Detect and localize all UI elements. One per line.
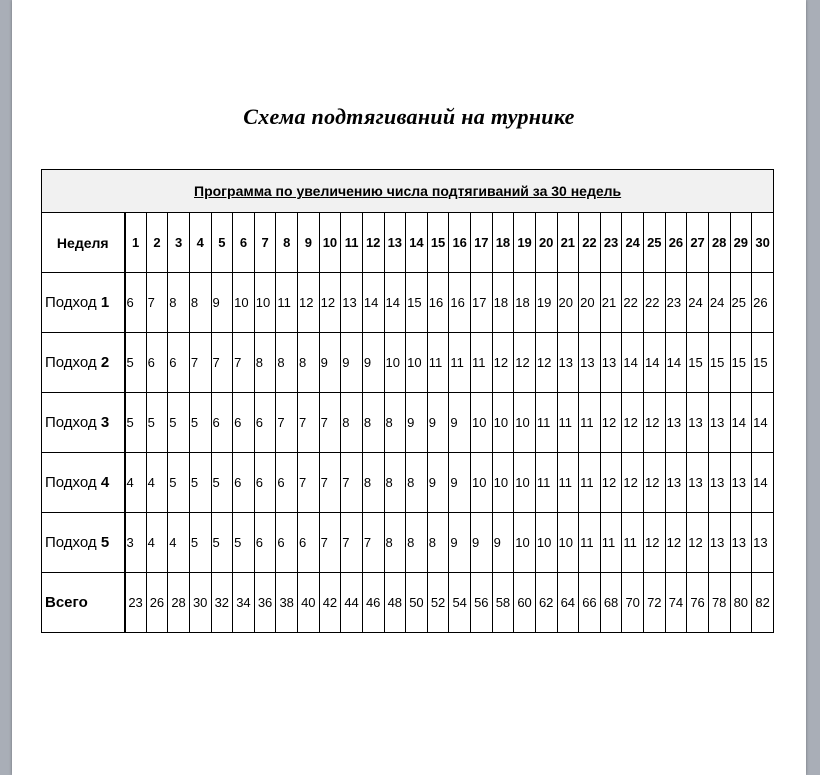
week-number-cell: 15 — [427, 213, 449, 273]
set-value-cell: 7 — [298, 453, 320, 513]
set-value-cell: 10 — [514, 513, 536, 573]
set-value-cell: 11 — [557, 393, 579, 453]
set-label-number: 4 — [100, 474, 110, 491]
table-caption-cell — [42, 170, 774, 213]
week-number-cell: 4 — [189, 213, 211, 273]
set-value-cell: 9 — [471, 513, 493, 573]
set-value-cell: 6 — [168, 333, 190, 393]
set-value-cell: 7 — [341, 453, 363, 513]
set-label-word: Подход — [45, 354, 97, 371]
set-value-cell: 10 — [233, 273, 255, 333]
set-value-cell: 8 — [384, 453, 406, 513]
total-value-cell: 30 — [189, 573, 211, 633]
week-number-cell: 18 — [492, 213, 514, 273]
set-value-cell: 4 — [168, 513, 190, 573]
set-value-cell: 11 — [535, 453, 557, 513]
set-value-cell: 12 — [644, 513, 666, 573]
total-value-cell: 26 — [146, 573, 168, 633]
set-value-cell: 8 — [341, 393, 363, 453]
document-page — [12, 0, 806, 775]
table-caption: Программа по увеличению числа подтягиваний за 30 недель — [194, 183, 622, 199]
week-number-cell: 10 — [319, 213, 341, 273]
set-value-cell: 8 — [384, 513, 406, 573]
set-value-cell: 16 — [427, 273, 449, 333]
set-value-cell: 12 — [687, 513, 709, 573]
set-value-cell: 10 — [514, 393, 536, 453]
week-number-cell: 23 — [600, 213, 622, 273]
set-value-cell: 4 — [146, 513, 168, 573]
set-value-cell: 10 — [535, 513, 557, 573]
week-number-cell: 1 — [125, 213, 147, 273]
week-number-cell: 11 — [341, 213, 363, 273]
set-value-cell: 13 — [665, 453, 687, 513]
set-value-cell: 7 — [298, 393, 320, 453]
week-number-cell: 16 — [449, 213, 471, 273]
set-value-cell: 8 — [298, 333, 320, 393]
set-value-cell: 5 — [125, 333, 147, 393]
set-value-cell: 25 — [730, 273, 752, 333]
total-value-cell: 42 — [319, 573, 341, 633]
document-title: Схема подтягиваний на турнике — [243, 104, 575, 129]
set-value-cell: 13 — [600, 333, 622, 393]
set-value-cell: 9 — [341, 333, 363, 393]
week-number-cell: 9 — [298, 213, 320, 273]
set-value-cell: 14 — [730, 393, 752, 453]
week-number-cell: 24 — [622, 213, 644, 273]
total-value-cell: 50 — [406, 573, 428, 633]
set-value-cell: 13 — [730, 513, 752, 573]
set-value-cell: 11 — [600, 513, 622, 573]
total-value-cell: 52 — [427, 573, 449, 633]
set-value-cell: 11 — [557, 453, 579, 513]
set-value-cell: 7 — [189, 333, 211, 393]
set-value-cell: 24 — [708, 273, 730, 333]
set-value-cell: 7 — [319, 513, 341, 573]
set-value-cell: 20 — [557, 273, 579, 333]
set-value-cell: 7 — [362, 513, 384, 573]
set-value-cell: 8 — [189, 273, 211, 333]
set-value-cell: 13 — [708, 393, 730, 453]
set-value-cell: 15 — [708, 333, 730, 393]
total-value-cell: 48 — [384, 573, 406, 633]
set-value-cell: 15 — [406, 273, 428, 333]
total-value-cell: 54 — [449, 573, 471, 633]
week-header-label: Неделя — [42, 213, 125, 273]
set-value-cell: 10 — [406, 333, 428, 393]
set-value-cell: 7 — [319, 393, 341, 453]
set-value-cell: 12 — [514, 333, 536, 393]
total-value-cell: 76 — [687, 573, 709, 633]
total-value-cell: 28 — [168, 573, 190, 633]
total-value-cell: 80 — [730, 573, 752, 633]
set-value-cell: 7 — [211, 333, 233, 393]
set-value-cell: 8 — [427, 513, 449, 573]
set-value-cell: 12 — [298, 273, 320, 333]
set-value-cell: 8 — [362, 453, 384, 513]
set-value-cell: 13 — [708, 453, 730, 513]
set-value-cell: 14 — [665, 333, 687, 393]
set-value-cell: 13 — [752, 513, 774, 573]
set-value-cell: 5 — [168, 453, 190, 513]
total-value-cell: 66 — [579, 573, 601, 633]
set-value-cell: 13 — [579, 333, 601, 393]
set-row — [42, 453, 774, 513]
set-value-cell: 5 — [168, 393, 190, 453]
set-value-cell: 14 — [644, 333, 666, 393]
set-value-cell: 13 — [665, 393, 687, 453]
week-number-cell: 6 — [233, 213, 255, 273]
set-value-cell: 24 — [687, 273, 709, 333]
set-value-cell: 10 — [492, 453, 514, 513]
set-value-cell: 14 — [362, 273, 384, 333]
set-row — [42, 333, 774, 393]
set-value-cell: 7 — [233, 333, 255, 393]
set-value-cell: 15 — [752, 333, 774, 393]
set-value-cell: 8 — [276, 333, 298, 393]
total-value-cell: 74 — [665, 573, 687, 633]
set-value-cell: 15 — [687, 333, 709, 393]
set-value-cell: 5 — [233, 513, 255, 573]
set-value-cell: 8 — [254, 333, 276, 393]
set-value-cell: 9 — [211, 273, 233, 333]
total-value-cell: 68 — [600, 573, 622, 633]
set-value-cell: 20 — [579, 273, 601, 333]
set-row-label — [42, 513, 125, 573]
total-value-cell: 64 — [557, 573, 579, 633]
set-value-cell: 11 — [535, 393, 557, 453]
set-value-cell: 6 — [298, 513, 320, 573]
set-row-label — [42, 273, 125, 333]
set-value-cell: 12 — [600, 393, 622, 453]
week-number-cell: 29 — [730, 213, 752, 273]
set-value-cell: 26 — [752, 273, 774, 333]
week-number-cell: 14 — [406, 213, 428, 273]
set-value-cell: 12 — [492, 333, 514, 393]
set-label-number: 2 — [100, 354, 110, 371]
set-value-cell: 15 — [730, 333, 752, 393]
set-label-number: 3 — [100, 414, 110, 431]
set-value-cell: 13 — [341, 273, 363, 333]
set-value-cell: 10 — [471, 453, 493, 513]
set-value-cell: 10 — [471, 393, 493, 453]
set-value-cell: 5 — [189, 513, 211, 573]
set-value-cell: 19 — [535, 273, 557, 333]
set-value-cell: 4 — [146, 453, 168, 513]
week-number-cell: 12 — [362, 213, 384, 273]
set-value-cell: 8 — [168, 273, 190, 333]
set-value-cell: 11 — [471, 333, 493, 393]
set-value-cell: 11 — [622, 513, 644, 573]
total-value-cell: 38 — [276, 573, 298, 633]
set-value-cell: 22 — [644, 273, 666, 333]
total-value-cell: 36 — [254, 573, 276, 633]
week-number-cell: 20 — [535, 213, 557, 273]
set-row — [42, 393, 774, 453]
set-value-cell: 8 — [384, 393, 406, 453]
set-value-cell: 6 — [254, 393, 276, 453]
set-value-cell: 10 — [492, 393, 514, 453]
set-value-cell: 18 — [492, 273, 514, 333]
total-value-cell: 44 — [341, 573, 363, 633]
set-value-cell: 13 — [557, 333, 579, 393]
set-value-cell: 10 — [557, 513, 579, 573]
week-number-cell: 28 — [708, 213, 730, 273]
total-value-cell: 58 — [492, 573, 514, 633]
set-value-cell: 9 — [449, 513, 471, 573]
total-value-cell: 40 — [298, 573, 320, 633]
set-value-cell: 6 — [125, 273, 147, 333]
set-row — [42, 273, 774, 333]
total-value-cell: 46 — [362, 573, 384, 633]
set-value-cell: 6 — [211, 393, 233, 453]
table-caption-row — [42, 170, 774, 213]
set-value-cell: 7 — [276, 393, 298, 453]
set-label-word: Подход — [45, 474, 97, 491]
set-value-cell: 6 — [254, 513, 276, 573]
set-row — [42, 513, 774, 573]
set-value-cell: 9 — [449, 453, 471, 513]
set-label-number: 5 — [100, 534, 110, 551]
set-value-cell: 22 — [622, 273, 644, 333]
week-number-cell: 5 — [211, 213, 233, 273]
total-value-cell: 32 — [211, 573, 233, 633]
total-value-cell: 56 — [471, 573, 493, 633]
set-value-cell: 12 — [319, 273, 341, 333]
set-value-cell: 12 — [535, 333, 557, 393]
set-value-cell: 17 — [471, 273, 493, 333]
set-value-cell: 5 — [125, 393, 147, 453]
set-value-cell: 5 — [211, 453, 233, 513]
week-number-cell: 25 — [644, 213, 666, 273]
set-value-cell: 14 — [384, 273, 406, 333]
total-value-cell: 72 — [644, 573, 666, 633]
week-header-row — [42, 213, 774, 273]
total-value-cell: 70 — [622, 573, 644, 633]
set-value-cell: 6 — [276, 513, 298, 573]
set-value-cell: 9 — [319, 333, 341, 393]
set-value-cell: 13 — [687, 393, 709, 453]
set-value-cell: 8 — [406, 513, 428, 573]
set-value-cell: 14 — [622, 333, 644, 393]
set-value-cell: 11 — [579, 453, 601, 513]
set-value-cell: 9 — [492, 513, 514, 573]
set-value-cell: 9 — [406, 393, 428, 453]
set-value-cell: 13 — [708, 513, 730, 573]
set-value-cell: 6 — [276, 453, 298, 513]
set-label-number: 1 — [100, 294, 110, 311]
set-value-cell: 13 — [687, 453, 709, 513]
set-value-cell: 7 — [319, 453, 341, 513]
week-number-cell: 3 — [168, 213, 190, 273]
week-number-cell: 19 — [514, 213, 536, 273]
set-value-cell: 7 — [146, 273, 168, 333]
week-number-cell: 27 — [687, 213, 709, 273]
total-value-cell: 23 — [125, 573, 147, 633]
set-value-cell: 8 — [362, 393, 384, 453]
total-row-label: Всего — [42, 573, 125, 633]
week-number-cell: 21 — [557, 213, 579, 273]
set-value-cell: 11 — [579, 513, 601, 573]
set-label-word: Подход — [45, 414, 97, 431]
total-value-cell: 62 — [535, 573, 557, 633]
set-value-cell: 12 — [622, 453, 644, 513]
set-value-cell: 9 — [427, 453, 449, 513]
set-value-cell: 9 — [362, 333, 384, 393]
set-value-cell: 5 — [146, 393, 168, 453]
set-value-cell: 6 — [233, 453, 255, 513]
set-value-cell: 14 — [752, 453, 774, 513]
set-value-cell: 14 — [752, 393, 774, 453]
week-number-cell: 2 — [146, 213, 168, 273]
set-value-cell: 5 — [189, 453, 211, 513]
set-value-cell: 11 — [427, 333, 449, 393]
total-value-cell: 82 — [752, 573, 774, 633]
set-value-cell: 9 — [449, 393, 471, 453]
set-value-cell: 9 — [427, 393, 449, 453]
total-value-cell: 78 — [708, 573, 730, 633]
set-value-cell: 10 — [384, 333, 406, 393]
set-value-cell: 4 — [125, 453, 147, 513]
total-value-cell: 60 — [514, 573, 536, 633]
set-label-word: Подход — [45, 534, 97, 551]
set-row-label — [42, 393, 125, 453]
set-value-cell: 21 — [600, 273, 622, 333]
set-value-cell: 11 — [449, 333, 471, 393]
week-number-cell: 22 — [579, 213, 601, 273]
set-value-cell: 3 — [125, 513, 147, 573]
set-value-cell: 12 — [600, 453, 622, 513]
set-value-cell: 18 — [514, 273, 536, 333]
week-number-cell: 26 — [665, 213, 687, 273]
week-number-cell: 7 — [254, 213, 276, 273]
set-value-cell: 11 — [276, 273, 298, 333]
week-number-cell: 30 — [752, 213, 774, 273]
week-number-cell: 13 — [384, 213, 406, 273]
set-value-cell: 5 — [211, 513, 233, 573]
program-table — [41, 169, 774, 633]
set-value-cell: 13 — [730, 453, 752, 513]
set-value-cell: 11 — [579, 393, 601, 453]
set-value-cell: 23 — [665, 273, 687, 333]
set-label-word: Подход — [45, 294, 97, 311]
set-value-cell: 5 — [189, 393, 211, 453]
week-number-cell: 17 — [471, 213, 493, 273]
set-value-cell: 12 — [644, 453, 666, 513]
set-row-label — [42, 333, 125, 393]
total-row — [42, 573, 774, 633]
set-value-cell: 7 — [341, 513, 363, 573]
set-value-cell: 12 — [644, 393, 666, 453]
set-value-cell: 10 — [514, 453, 536, 513]
set-row-label — [42, 453, 125, 513]
week-number-cell: 8 — [276, 213, 298, 273]
set-value-cell: 10 — [254, 273, 276, 333]
set-value-cell: 12 — [665, 513, 687, 573]
total-value-cell: 34 — [233, 573, 255, 633]
set-value-cell: 6 — [254, 453, 276, 513]
set-value-cell: 6 — [146, 333, 168, 393]
set-value-cell: 8 — [406, 453, 428, 513]
set-value-cell: 16 — [449, 273, 471, 333]
set-value-cell: 12 — [622, 393, 644, 453]
set-value-cell: 6 — [233, 393, 255, 453]
